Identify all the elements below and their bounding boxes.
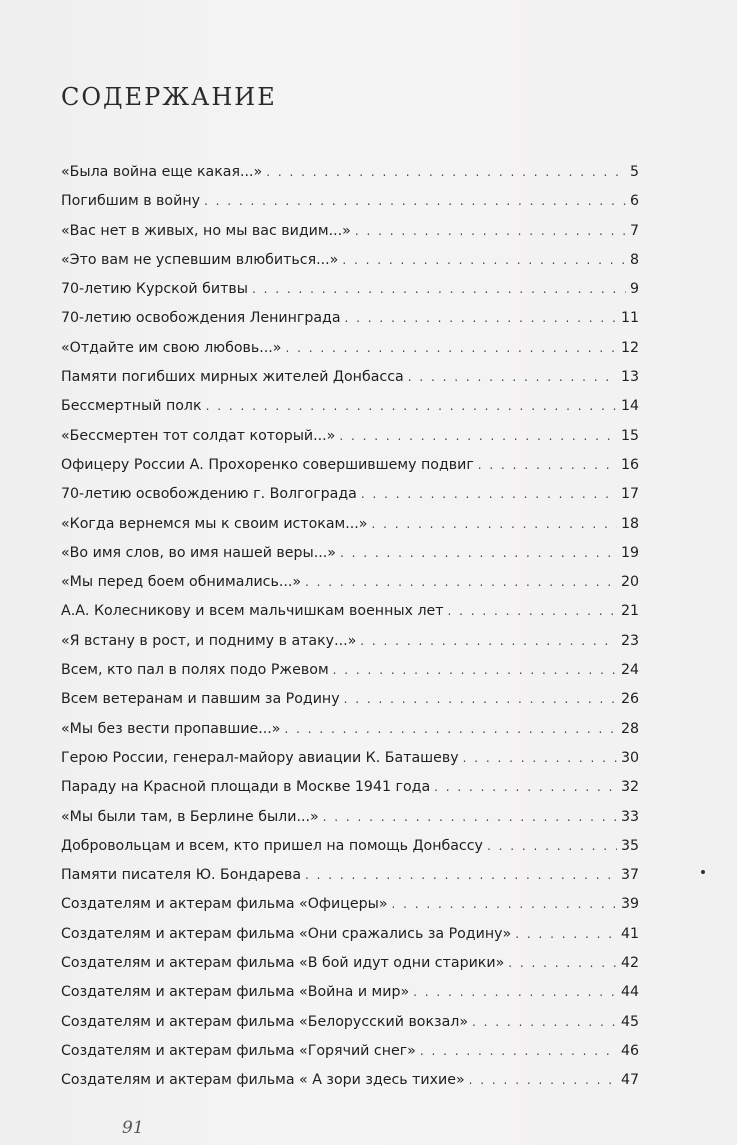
toc-entry-page: 17 (620, 486, 639, 503)
toc-entry-page: 16 (620, 456, 639, 473)
toc-entry (61, 304, 639, 333)
dot-leader (508, 949, 617, 978)
toc-entry-title: Создателям и актерам фильма «Они сражались за Родину» (61, 925, 512, 942)
dot-leader (413, 978, 617, 1007)
toc-entry-page: 46 (620, 1042, 639, 1059)
dot-leader (323, 803, 617, 832)
toc-entry-page: 30 (620, 749, 639, 766)
toc-entry (61, 803, 639, 832)
toc-entry-title: «Вас нет в живых, но мы вас видим...» (61, 222, 351, 239)
toc-entry-title: 70-летию освобождению г. Волгограда (61, 486, 357, 503)
toc-entry (61, 422, 639, 451)
toc-entry-title: Создателям и актерам фильма «Война и мир» (61, 984, 410, 1001)
dot-leader (305, 861, 617, 890)
dot-leader (408, 363, 617, 392)
toc-entry (61, 1066, 639, 1095)
toc-entry (61, 217, 639, 246)
toc-entry-page: 47 (620, 1072, 639, 1089)
toc-entry (61, 480, 639, 509)
toc-entry-title: 70-летию освобождения Ленинграда (61, 310, 341, 327)
table-of-contents (61, 158, 639, 1096)
toc-entry-page: 21 (620, 603, 639, 620)
toc-entry (61, 978, 639, 1007)
toc-entry-page: 9 (629, 281, 639, 298)
dot-leader (339, 422, 617, 451)
toc-entry-page: 37 (620, 867, 639, 884)
toc-entry (61, 656, 639, 685)
toc-entry-title: Создателям и актерам фильма « А зори здесь тихие» (61, 1072, 465, 1089)
dot-leader (371, 510, 616, 539)
toc-entry-page: 18 (620, 515, 639, 532)
toc-entry-title: Всем, кто пал в полях подо Ржевом (61, 662, 329, 679)
toc-entry (61, 568, 639, 597)
toc-entry-title: А.А. Колесникову и всем мальчишкам военных лет (61, 603, 444, 620)
toc-entry (61, 627, 639, 656)
toc-entry-title: Создателям и актерам фильма «Горячий снег» (61, 1042, 416, 1059)
toc-entry-page: 35 (620, 837, 639, 854)
toc-entry-title: Памяти писателя Ю. Бондарева (61, 867, 302, 884)
toc-entry (61, 890, 639, 919)
toc-entry (61, 949, 639, 978)
toc-entry (61, 451, 639, 480)
toc-entry (61, 920, 639, 949)
toc-entry-page: 23 (620, 632, 639, 649)
toc-entry (61, 539, 639, 568)
toc-entry-page: 7 (629, 222, 639, 239)
toc-entry-page: 6 (629, 193, 639, 210)
dot-leader (434, 773, 617, 802)
toc-entry (61, 334, 639, 363)
toc-entry (61, 363, 639, 392)
toc-entry (61, 715, 639, 744)
dot-leader (345, 304, 617, 333)
toc-entry (61, 597, 639, 626)
toc-entry-page: 13 (620, 369, 639, 386)
toc-entry-title: Создателям и актерам фильма «В бой идут одни старики» (61, 955, 505, 972)
dot-leader (342, 246, 626, 275)
dot-leader (252, 275, 626, 304)
toc-entry-page: 14 (620, 398, 639, 415)
toc-entry-title: Создателям и актерам фильма «Офицеры» (61, 896, 388, 913)
toc-entry-title: Герою России, генерал-майору авиации К. Баташеву (61, 749, 459, 766)
dot-leader (360, 627, 617, 656)
toc-entry (61, 510, 639, 539)
toc-entry-page: 11 (620, 310, 639, 327)
dot-leader (266, 158, 626, 187)
dot-leader (340, 539, 617, 568)
toc-entry-title: «Отдайте им свою любовь...» (61, 339, 282, 356)
toc-entry-title: «Была война еще какая...» (61, 164, 263, 180)
dot-leader (285, 334, 616, 363)
dot-leader (305, 568, 617, 597)
toc-entry (61, 187, 639, 216)
toc-entry-title: Параду на Красной площади в Москве 1941 года (61, 779, 431, 796)
dot-leader (204, 187, 626, 216)
dot-leader (206, 392, 617, 421)
toc-entry-page: 39 (620, 896, 639, 913)
toc-entry-title: Погибшим в войну (61, 193, 200, 210)
toc-entry-page: 20 (620, 574, 639, 591)
toc-entry-title: «Это вам не успевшим влюбиться...» (61, 251, 339, 268)
toc-entry-title: Офицеру России А. Прохоренко совершившему подвиг (61, 456, 474, 473)
toc-entry (61, 861, 639, 890)
toc-entry (61, 1008, 639, 1037)
toc-entry-page: 15 (620, 427, 639, 444)
toc-entry-page: 28 (620, 720, 639, 737)
dot-leader (284, 715, 616, 744)
toc-entry-title: «Мы были там, в Берлине были...» (61, 808, 319, 825)
toc-entry-page: 32 (620, 779, 639, 796)
toc-entry-page: 42 (620, 955, 639, 972)
toc-entry (61, 392, 639, 421)
dot-leader (448, 597, 617, 626)
dot-leader (487, 832, 617, 861)
toc-entry (61, 832, 639, 861)
toc-entry-page: 26 (620, 691, 639, 708)
dot-leader (333, 656, 617, 685)
dot-leader (361, 480, 617, 509)
toc-entry-title: 70-летию Курской битвы (61, 281, 248, 298)
toc-entry-page: 24 (620, 662, 639, 679)
toc-entry (61, 158, 639, 187)
dot-leader (355, 217, 626, 246)
toc-entry-title: Всем ветеранам и павшим за Родину (61, 691, 340, 708)
toc-entry-title: «Мы перед боем обнимались...» (61, 574, 302, 591)
toc-entry (61, 275, 639, 304)
toc-entry-title: «Мы без вести пропавшие...» (61, 720, 281, 737)
dot-leader (478, 451, 617, 480)
toc-entry (61, 685, 639, 714)
dot-leader (515, 920, 617, 949)
toc-entry-title: Бессмертный полк (61, 398, 202, 415)
dot-leader (472, 1008, 617, 1037)
toc-entry-page: 12 (620, 339, 639, 356)
ink-dot (701, 870, 705, 874)
toc-entry-page: 45 (620, 1013, 639, 1030)
dot-leader (420, 1037, 617, 1066)
toc-entry (61, 744, 639, 773)
dot-leader (469, 1066, 617, 1095)
toc-entry-page: 19 (620, 544, 639, 561)
toc-entry-page: 33 (620, 808, 639, 825)
page-number: 91 (122, 1118, 144, 1138)
toc-entry-title: «Бессмертен тот солдат который...» (61, 427, 336, 444)
dot-leader (463, 744, 617, 773)
page-title: СОДЕРЖАНИЕ (61, 83, 277, 112)
toc-entry-page: 5 (629, 164, 639, 180)
dot-leader (344, 685, 617, 714)
toc-entry-page: 41 (620, 925, 639, 942)
toc-entry-page: 8 (629, 251, 639, 268)
toc-entry-title: Памяти погибших мирных жителей Донбасса (61, 369, 404, 386)
toc-entry (61, 773, 639, 802)
toc-entry-title: Добровольцам и всем, кто пришел на помощь Донбассу (61, 837, 483, 854)
toc-entry-title: «Во имя слов, во имя нашей веры...» (61, 544, 336, 561)
toc-entry-title: «Когда вернемся мы к своим истокам...» (61, 515, 368, 532)
toc-entry (61, 246, 639, 275)
toc-entry (61, 1037, 639, 1066)
toc-entry-title: «Я встану в рост, и подниму в атаку...» (61, 632, 357, 649)
toc-entry-page: 44 (620, 984, 639, 1001)
dot-leader (392, 890, 617, 919)
toc-entry-title: Создателям и актерам фильма «Белорусский вокзал» (61, 1013, 469, 1030)
